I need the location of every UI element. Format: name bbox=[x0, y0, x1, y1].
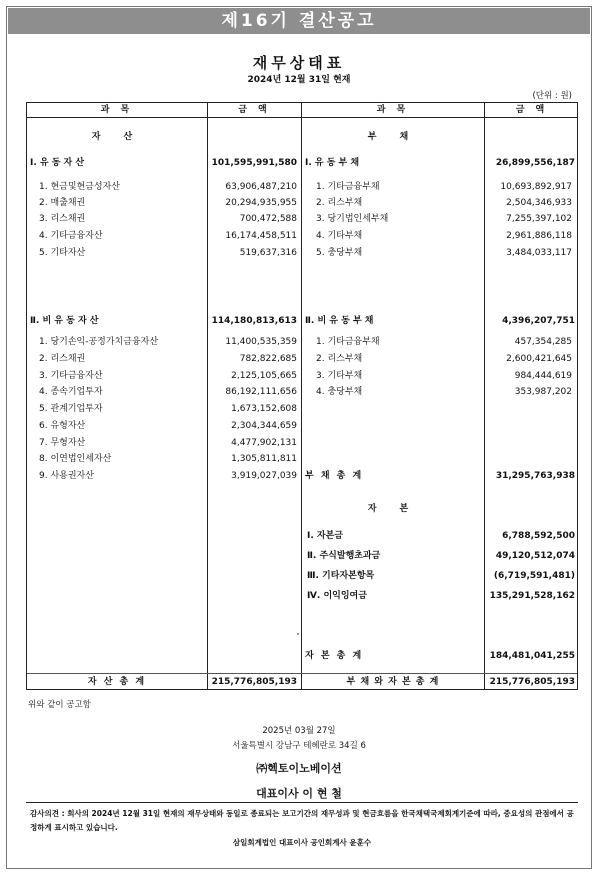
section-equity: 자 본 bbox=[367, 504, 419, 514]
total-assets-label: 자 산 총 계 bbox=[87, 677, 147, 687]
total-equity-value: 184,481,041,255 bbox=[489, 651, 575, 661]
noncurrent-assets-total: 114,180,813,613 bbox=[211, 316, 297, 326]
liability-item-value: 353,987,202 bbox=[514, 387, 572, 397]
equity-item-label: Ⅱ. 주식발행초과금 bbox=[307, 551, 381, 561]
asset-item-value: 86,192,111,656 bbox=[225, 387, 297, 397]
asset-item-value: 782,822,685 bbox=[239, 354, 297, 364]
stray-dot bbox=[297, 633, 299, 635]
asset-item-value: 4,477,902,131 bbox=[231, 438, 297, 448]
liability-item-label: 1. 기타금융부채 bbox=[316, 337, 380, 347]
asset-item-value: 16,174,458,511 bbox=[225, 231, 297, 241]
liability-item-label: 2. 리스부채 bbox=[316, 354, 363, 364]
total-liab-equity-value: 215,776,805,193 bbox=[489, 677, 575, 687]
current-liabilities-total: 26,899,556,187 bbox=[495, 158, 575, 168]
unit-label: (단위 : 원) bbox=[532, 91, 572, 101]
liability-item-value: 3,484,033,117 bbox=[506, 248, 572, 258]
liability-item-value: 2,600,421,645 bbox=[506, 354, 572, 364]
asset-item-label: 1. 당기손익-공정가치금융자산 bbox=[39, 337, 159, 347]
asset-item-label: 3. 기타금융자산 bbox=[39, 371, 103, 381]
liability-item-value: 10,693,892,917 bbox=[500, 182, 572, 192]
asset-item-label: 2. 매출채권 bbox=[39, 198, 86, 208]
liability-item-label: 3. 기타부채 bbox=[316, 371, 363, 381]
equity-item-value: (6,719,591,481) bbox=[493, 571, 575, 581]
ceo-name: 대표이사 이 현 철 bbox=[256, 787, 342, 800]
liability-item-label: 5. 충당부채 bbox=[316, 248, 363, 258]
liability-item-value: 2,961,886,118 bbox=[506, 231, 572, 241]
current-assets-label: Ⅰ. 유 동 자 산 bbox=[30, 158, 85, 168]
total-equity-label: 자 본 총 계 bbox=[305, 651, 364, 661]
header-account-left: 과 목 bbox=[100, 105, 134, 115]
asset-item-label: 6. 유형자산 bbox=[39, 421, 86, 431]
noncurrent-assets-label: Ⅱ. 비 유 동 자 산 bbox=[30, 316, 99, 326]
asset-item-label: 4. 종속기업투자 bbox=[39, 387, 103, 397]
asset-item-label: 5. 기타자산 bbox=[39, 248, 86, 258]
asset-item-label: 5. 관계기업투자 bbox=[39, 404, 103, 414]
current-liabilities-label: Ⅰ. 유 동 부 채 bbox=[305, 158, 360, 168]
publication-date: 2025년 03월 27일 bbox=[262, 726, 336, 736]
company-name: ㈜헥토이노베이션 bbox=[256, 762, 342, 775]
section-assets: 자 산 bbox=[91, 132, 143, 142]
asset-item-label: 3. 리스채권 bbox=[39, 214, 86, 224]
equity-item-label: Ⅳ. 이익잉여금 bbox=[307, 591, 367, 601]
asset-item-value: 700,472,588 bbox=[239, 214, 297, 224]
liability-item-label: 3. 당기법인세부채 bbox=[316, 214, 389, 224]
header-amount-left: 금 액 bbox=[238, 105, 271, 115]
noncurrent-liabilities-total: 4,396,207,751 bbox=[502, 316, 575, 326]
balance-sheet-table bbox=[26, 102, 578, 690]
asset-item-value: 1,673,152,608 bbox=[231, 404, 297, 414]
asset-item-label: 4. 기타금융자산 bbox=[39, 231, 103, 241]
equity-item-label: Ⅲ. 기타자본항목 bbox=[307, 571, 375, 581]
equity-item-value: 135,291,528,162 bbox=[489, 591, 575, 601]
equity-item-value: 6,788,592,500 bbox=[502, 531, 575, 541]
equity-item-value: 49,120,512,074 bbox=[495, 551, 575, 561]
liability-item-label: 1. 기타금융부채 bbox=[316, 182, 380, 192]
header-account-right: 과 목 bbox=[376, 105, 410, 115]
asset-item-value: 519,637,316 bbox=[239, 248, 297, 258]
total-liabilities-value: 31,295,763,938 bbox=[495, 471, 575, 481]
asset-item-label: 1. 현금및현금성자산 bbox=[39, 182, 121, 192]
total-liab-equity-label: 부 채 와 자 본 총 계 bbox=[346, 677, 440, 687]
audit-section bbox=[26, 802, 578, 864]
document-date: 2024년 12월 31일 현재 bbox=[247, 75, 351, 85]
liability-item-value: 457,354,285 bbox=[514, 337, 572, 347]
header-amount-right: 금 액 bbox=[515, 105, 549, 115]
asset-item-label: 2. 리스채권 bbox=[39, 354, 86, 364]
liability-item-label: 4. 기타부채 bbox=[316, 231, 363, 241]
document-title: 재무상태표 bbox=[252, 54, 346, 72]
asset-item-label: 8. 이연법인세자산 bbox=[39, 454, 112, 464]
announcement-note: 위와 같이 공고함 bbox=[28, 700, 91, 710]
section-liabilities: 부 채 bbox=[367, 132, 419, 142]
asset-item-value: 20,294,935,955 bbox=[225, 198, 297, 208]
noncurrent-liabilities-label: Ⅱ. 비 유 동 부 채 bbox=[305, 316, 374, 326]
total-assets-value: 215,776,805,193 bbox=[211, 677, 297, 687]
asset-item-value: 2,304,344,659 bbox=[231, 421, 297, 431]
auditor-name: 삼일회계법인 대표이사 공인회계사 윤훈수 bbox=[232, 838, 372, 847]
total-liabilities-label: 부 채 총 계 bbox=[305, 471, 364, 481]
asset-item-value: 63,906,487,210 bbox=[225, 182, 297, 192]
asset-item-label: 7. 무형자산 bbox=[39, 438, 86, 448]
current-assets-total: 101,595,991,580 bbox=[211, 158, 297, 168]
banner-title: 제16기 결산공고 bbox=[8, 8, 590, 34]
liability-item-label: 4. 충당부채 bbox=[316, 387, 363, 397]
asset-item-value: 1,305,811,811 bbox=[231, 454, 297, 464]
liability-item-value: 2,504,346,933 bbox=[506, 198, 572, 208]
asset-item-value: 11,400,535,359 bbox=[225, 337, 297, 347]
asset-item-value: 2,125,105,665 bbox=[231, 371, 297, 381]
liability-item-value: 984,444,619 bbox=[514, 371, 572, 381]
audit-opinion: 감사의견 : 회사의 2024년 12월 31일 현재의 재무상태와 동일로 종료되는 보고기간의 재무성과 및 현금흐름을 한국채택국제회계기준에 따라, 중요성의 관점에서 공정하게 표시하고 있습니다. bbox=[30, 809, 574, 832]
asset-item-label: 9. 사용권자산 bbox=[39, 471, 94, 481]
liability-item-value: 7,255,397,102 bbox=[506, 214, 572, 224]
equity-item-label: Ⅰ. 자본금 bbox=[307, 531, 343, 541]
liability-item-label: 2. 리스부채 bbox=[316, 198, 363, 208]
company-address: 서울특별시 강남구 테헤란로 34길 6 bbox=[232, 741, 366, 751]
asset-item-value: 3,919,027,039 bbox=[231, 471, 297, 481]
